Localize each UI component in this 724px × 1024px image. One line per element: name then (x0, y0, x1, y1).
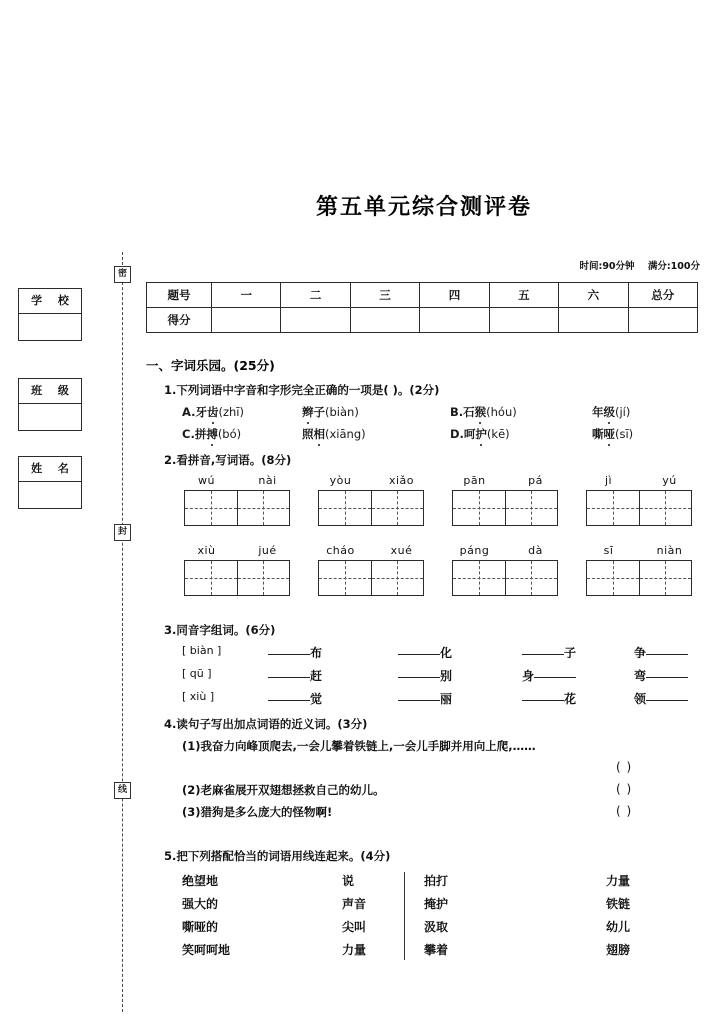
field-school (18, 288, 82, 341)
emphasis-dot-char: 齿 (206, 405, 219, 419)
homophone-blank-item[interactable]: 布 (268, 644, 322, 661)
exam-full-marks: 满分:100分 (647, 261, 700, 272)
score-col-total: 总分 (628, 283, 697, 308)
tianzige-cell[interactable] (319, 561, 371, 595)
question-3-title: 3.同音字组词。(6分) (164, 623, 276, 637)
pinyin-grid-group-8 (578, 544, 700, 596)
answer-blank[interactable] (398, 677, 440, 678)
tianzige-box[interactable] (586, 560, 692, 596)
page-title: 第五单元综合测评卷 (315, 194, 532, 220)
answer-blank[interactable] (268, 654, 310, 655)
score-col-1: 一 (212, 283, 281, 308)
homophone-blank-item[interactable]: 赶 (268, 667, 322, 684)
emphasis-dot-char: 相 (313, 427, 325, 441)
score-col-2: 二 (281, 283, 350, 308)
question-4-sentence-3: (3)猎狗是多么庞大的怪物啊! (182, 805, 333, 819)
pinyin-label: páng dà (459, 544, 543, 557)
score-cell-6[interactable] (559, 308, 628, 333)
question-4-title: 4.读句子写出加点词语的近义词。(3分) (164, 717, 368, 731)
question-1-options-row-2 (182, 426, 702, 448)
score-cell-5[interactable] (489, 308, 558, 333)
list-item[interactable]: 笑呵呵地 (182, 943, 231, 957)
tianzige-box[interactable] (184, 560, 290, 596)
tianzige-box[interactable] (184, 490, 290, 526)
list-item[interactable]: 汲取 (424, 920, 449, 934)
list-item[interactable]: 说 (342, 874, 355, 888)
answer-blank[interactable] (398, 700, 440, 701)
answer-blank[interactable] (646, 677, 688, 678)
matching-column-3 (424, 870, 532, 962)
option-d[interactable]: D.呵护(kē) (450, 427, 510, 441)
homophone-blank-item[interactable]: 弯 (634, 667, 688, 684)
tianzige-cell[interactable] (505, 561, 558, 595)
tianzige-cell[interactable] (237, 491, 290, 525)
score-cell-2[interactable] (281, 308, 350, 333)
question-3-row-2 (182, 667, 702, 690)
matching-column-4 (606, 870, 714, 962)
tianzige-cell[interactable] (639, 561, 692, 595)
list-item[interactable]: 声音 (342, 897, 367, 911)
tianzige-cell[interactable] (639, 491, 692, 525)
tianzige-cell[interactable] (587, 561, 639, 595)
list-item[interactable]: 力量 (606, 874, 631, 888)
option-d-word-2[interactable]: 嘶哑(sī) (592, 427, 634, 441)
homophone-blank-item[interactable]: 觉 (268, 690, 322, 707)
score-col-4: 四 (420, 283, 489, 308)
pinyin-grid-group-7 (444, 544, 566, 596)
option-c-word-2[interactable]: 照相(xiāng) (302, 427, 366, 441)
field-class-label: 班 级 (19, 379, 81, 404)
question-1-title: 1.下列词语中字音和字形完全正确的一项是( )。(2分) (164, 383, 440, 397)
seal-char-xian: 线 (114, 782, 131, 799)
pinyin-label: sī niàn (603, 544, 683, 557)
tianzige-box[interactable] (318, 490, 424, 526)
pinyin-grid-group-3 (444, 474, 566, 526)
pinyin-grid-group-5 (176, 544, 298, 596)
homophone-blank-item[interactable]: 化 (398, 644, 452, 661)
field-school-label: 学 校 (19, 289, 81, 314)
question-4-sentence-1: (1)我奋力向峰顶爬去,一会儿攀着铁链上,一会儿手脚并用向上爬,…… (182, 739, 536, 753)
tianzige-cell[interactable] (185, 491, 237, 525)
tianzige-cell[interactable] (587, 491, 639, 525)
score-cell-4[interactable] (420, 308, 489, 333)
tianzige-cell[interactable] (371, 561, 424, 595)
tianzige-cell[interactable] (319, 491, 371, 525)
tianzige-box[interactable] (318, 560, 424, 596)
answer-blank[interactable] (268, 700, 310, 701)
list-item[interactable]: 幼儿 (606, 920, 631, 934)
list-item[interactable]: 拍打 (424, 874, 449, 888)
seal-line-column (0, 0, 128, 1024)
score-table-rowhead-score: 得分 (147, 308, 212, 333)
option-a[interactable]: A.牙齿(zhī) (182, 405, 244, 419)
answer-blank[interactable] (398, 654, 440, 655)
tianzige-cell[interactable] (185, 561, 237, 595)
tianzige-box[interactable] (452, 490, 558, 526)
list-item[interactable]: 铁链 (606, 897, 631, 911)
tianzige-cell[interactable] (453, 561, 505, 595)
homophone-blank-item[interactable]: 花 (522, 690, 576, 707)
option-b-word-2[interactable]: 年级(jí) (592, 405, 631, 419)
score-cell-total[interactable] (628, 308, 697, 333)
field-name-input[interactable] (19, 482, 81, 508)
pinyin-label: cháo xué (326, 544, 413, 557)
exam-duration: 时间:90分钟 (579, 261, 635, 272)
table-row-scores (147, 308, 698, 333)
homophone-blank-item[interactable]: 身 (522, 667, 576, 684)
answer-blank[interactable] (268, 677, 310, 678)
field-class (18, 378, 82, 431)
question-2-title: 2.看拼音,写词语。(8分) (164, 453, 292, 467)
pinyin-label: pān pá (463, 474, 543, 487)
question-4-sentence-2: (2)老麻雀展开双翅想拯救自己的幼儿。 (182, 783, 385, 797)
homophone-pinyin: [ biàn ] (182, 644, 222, 657)
homophone-pinyin: [ qū ] (182, 667, 212, 680)
table-row-question-numbers (147, 283, 698, 308)
answer-blank[interactable] (646, 700, 688, 701)
matching-column-1 (182, 870, 290, 962)
question-4-answer-slot-1[interactable]: ( ) (616, 760, 633, 774)
tianzige-cell[interactable] (453, 491, 505, 525)
answer-blank[interactable] (522, 654, 564, 655)
pinyin-grid-group-6 (310, 544, 432, 596)
score-cell-1[interactable] (212, 308, 281, 333)
homophone-blank-item[interactable]: 子 (522, 644, 576, 661)
list-item[interactable]: 绝望地 (182, 874, 219, 888)
pinyin-label: xiù jué (197, 544, 277, 557)
field-name (18, 456, 82, 509)
field-name-label: 姓 名 (19, 457, 81, 482)
tianzige-cell[interactable] (371, 491, 424, 525)
emphasis-dot-char: 辫 (302, 405, 314, 419)
list-item[interactable]: 尖叫 (342, 920, 367, 934)
pinyin-grid-group-4 (578, 474, 700, 526)
homophone-blank-item[interactable]: 别 (398, 667, 452, 684)
question-4-answer-slot-3[interactable]: ( ) (616, 804, 633, 818)
list-item[interactable]: 掩护 (424, 897, 449, 911)
pinyin-grid-group-2 (310, 474, 432, 526)
emphasis-dot-char: 猴 (474, 405, 487, 419)
pinyin-grid-group-1 (176, 474, 298, 526)
field-school-input[interactable] (19, 314, 81, 340)
tianzige-box[interactable] (586, 490, 692, 526)
homophone-blank-item[interactable]: 丽 (398, 690, 452, 707)
exam-paper-content (146, 0, 702, 1024)
question-1-options-row-1 (182, 404, 702, 426)
seal-char-mi: 密 (114, 266, 131, 283)
exam-meta (570, 258, 700, 272)
pinyin-label: wú nài (198, 474, 277, 487)
tianzige-cell[interactable] (505, 491, 558, 525)
field-class-input[interactable] (19, 404, 81, 430)
answer-blank[interactable] (522, 700, 564, 701)
emphasis-dot-char: 级 (603, 405, 615, 419)
score-col-3: 三 (350, 283, 419, 308)
score-table-rowhead-question: 题号 (147, 283, 212, 308)
seal-char-feng: 封 (114, 524, 131, 541)
score-table (146, 282, 698, 333)
homophone-blank-item[interactable]: 领 (634, 690, 688, 707)
list-item[interactable]: 嘶哑的 (182, 920, 219, 934)
question-5-title: 5.把下列搭配恰当的词语用线连起来。(4分) (164, 849, 391, 863)
homophone-pinyin: [ xiù ] (182, 690, 215, 703)
answer-blank[interactable] (646, 654, 688, 655)
score-col-6: 六 (559, 283, 628, 308)
emphasis-dot-char: 搏 (206, 427, 218, 441)
option-b[interactable]: B.石猴(hóu) (450, 405, 517, 419)
option-a-word-2[interactable]: 辫子(biàn) (302, 405, 359, 419)
pinyin-label: yòu xiǎo (329, 474, 415, 487)
option-c[interactable]: C.拼搏(bó) (182, 427, 242, 441)
list-item[interactable]: 力量 (342, 943, 367, 957)
homophone-blank-item[interactable]: 争 (634, 644, 688, 661)
pinyin-label: jì yú (604, 474, 677, 487)
list-item[interactable]: 翅膀 (606, 943, 631, 957)
section-heading-1: 一、字词乐园。(25分) (146, 358, 275, 373)
emphasis-dot-char: 护 (475, 427, 487, 441)
tianzige-cell[interactable] (237, 561, 290, 595)
emphasis-dot-char: 哑 (603, 427, 615, 441)
answer-blank[interactable] (534, 677, 576, 678)
question-3-row-1 (182, 644, 702, 667)
question-3-row-3 (182, 690, 702, 713)
question-4-answer-slot-2[interactable]: ( ) (616, 782, 633, 796)
list-item[interactable]: 攀着 (424, 943, 449, 957)
list-item[interactable]: 强大的 (182, 897, 219, 911)
tianzige-box[interactable] (452, 560, 558, 596)
score-col-5: 五 (489, 283, 558, 308)
score-cell-3[interactable] (350, 308, 419, 333)
seal-dotted-line (122, 252, 123, 1012)
